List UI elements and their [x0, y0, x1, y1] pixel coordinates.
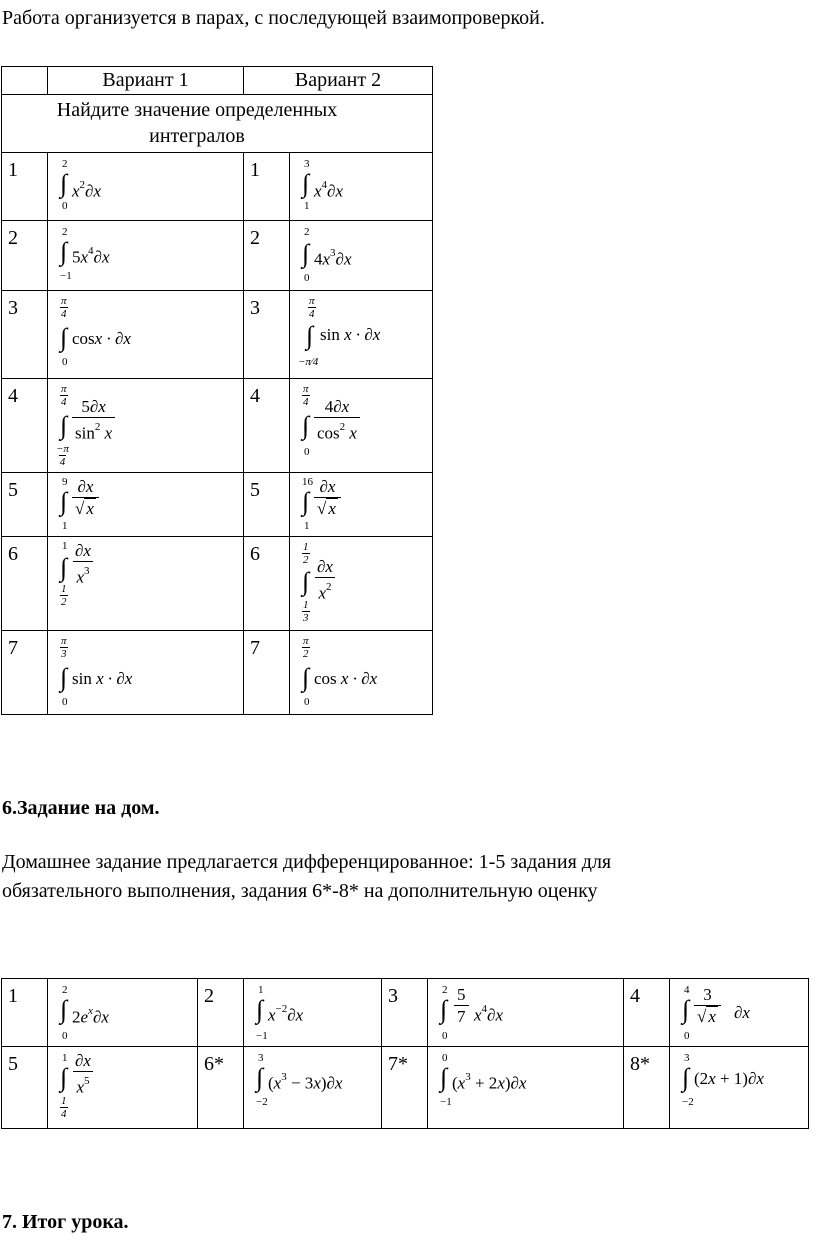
- upper-limit: 0: [442, 1052, 448, 1064]
- integral-cell: [48, 537, 244, 631]
- table-row: [2, 537, 433, 631]
- row-number: 5: [244, 473, 290, 537]
- upper-limit: 2: [442, 984, 448, 996]
- integral-cell: [670, 979, 809, 1047]
- row-number: 4: [2, 379, 48, 473]
- integrand: $2e^x\partial x$: [72, 1005, 109, 1027]
- row-number: 7: [2, 631, 48, 715]
- lower-limit: 0: [304, 272, 310, 284]
- lower-limit: 1: [62, 520, 68, 532]
- integral-cell: [670, 1047, 809, 1129]
- integral-cell: [244, 1047, 382, 1129]
- integrand: $(x^3 + 2x)\partial x$: [452, 1071, 527, 1093]
- integral-cell: [290, 379, 433, 473]
- row-number: 5: [2, 473, 48, 537]
- integrand: cosx · ∂x: [72, 329, 131, 348]
- lower-limit: −2: [682, 1096, 694, 1108]
- integral-sign-icon: ∫: [60, 411, 68, 440]
- integrand: $x^4\partial x$: [314, 179, 343, 201]
- upper-limit: 3: [304, 158, 310, 170]
- integrand: sin x · ∂x: [72, 669, 133, 688]
- task-header: [2, 95, 433, 153]
- lower-limit: −1: [440, 1096, 452, 1108]
- integral-cell: [428, 979, 624, 1047]
- integral-sign-icon: ∫: [60, 323, 68, 352]
- integral-sign-icon: ∫: [302, 487, 310, 516]
- upper-limit: π 2: [302, 635, 309, 660]
- header-variant1: Вариант 1: [48, 67, 244, 95]
- upper-limit: 1: [62, 540, 68, 552]
- integral-sign-icon: ∫: [60, 553, 68, 582]
- integral-cell: [244, 979, 382, 1047]
- table-row: [2, 291, 433, 379]
- integral-cell: [48, 1047, 198, 1129]
- integrand: cos x · ∂x: [314, 669, 378, 688]
- row-number: 1: [244, 153, 290, 221]
- integrand-fraction: $\frac{5\partial x}{\sin^2 x}$: [72, 397, 115, 445]
- integral-cell: [290, 221, 433, 291]
- coefficient-fraction: $\frac{5}{7}$: [454, 985, 469, 1028]
- task-line1: Найдите значение определенных: [56, 99, 338, 121]
- upper-limit: 3: [258, 1052, 264, 1064]
- integrand: $(x^3 - 3x)\partial x$: [268, 1071, 343, 1093]
- integral-sign-icon: ∫: [302, 567, 310, 596]
- integral-sign-icon: ∫: [682, 1063, 690, 1092]
- row-number: 6: [244, 537, 290, 631]
- lower-limit: 0: [684, 1030, 690, 1042]
- upper-limit: π 4: [308, 295, 315, 320]
- lower-limit: 1: [304, 200, 310, 212]
- integrand: $x^4\partial x$: [474, 1003, 503, 1025]
- integral-cell: [48, 631, 244, 715]
- table-row: [2, 979, 809, 1047]
- lower-limit: 0: [304, 446, 310, 458]
- task-line2: интегралов: [149, 125, 245, 147]
- upper-limit: 1: [258, 984, 264, 996]
- row-number: 3: [2, 291, 48, 379]
- lower-limit: 1 4: [61, 1095, 67, 1120]
- homework-line2: обязательного выполнения, задания 6*-8* на дополнительную оценку: [2, 880, 598, 902]
- integrand-fraction: $\frac{\partial x}{√ x}$: [72, 477, 99, 520]
- integrand: sin x · ∂x: [320, 325, 381, 344]
- integral-sign-icon: ∫: [440, 995, 448, 1024]
- integral-sign-icon: ∫: [306, 321, 314, 350]
- integral-cell: [290, 153, 433, 221]
- lower-limit: 1: [304, 520, 310, 532]
- table-row: [2, 153, 433, 221]
- table-row: [2, 379, 433, 473]
- table-row: [2, 221, 433, 291]
- upper-limit: π 4: [302, 383, 309, 408]
- section7-title: 7. Итог урока.: [2, 1211, 129, 1233]
- integral-cell: [48, 153, 244, 221]
- row-number: 7: [244, 631, 290, 715]
- row-number: 4: [244, 379, 290, 473]
- task-number: 2: [198, 979, 244, 1047]
- table-row: [2, 631, 433, 715]
- integral-cell: [48, 379, 244, 473]
- integral-cell: [290, 631, 433, 715]
- integrand: $4x^3\partial x$: [314, 247, 352, 269]
- integral-sign-icon: ∫: [60, 1063, 68, 1092]
- section6-title: 6.Задание на дом.: [2, 797, 160, 819]
- upper-limit: 4: [684, 984, 690, 996]
- integral-sign-icon: ∫: [60, 169, 68, 198]
- integrand-fraction: $\frac{4\partial x}{\cos^2 x}$: [314, 397, 360, 445]
- upper-limit: 2: [62, 984, 68, 996]
- header-variant2: Вариант 2: [244, 67, 433, 95]
- task-number: 7*: [382, 1047, 428, 1129]
- integrand: $5x^4\partial x$: [72, 245, 110, 267]
- upper-limit: 1: [62, 1052, 68, 1064]
- integrand: (2x + 1)∂x: [694, 1069, 764, 1088]
- upper-limit: 3: [684, 1052, 690, 1064]
- homework-table: [1, 978, 809, 1129]
- row-number: 6: [2, 537, 48, 631]
- lower-limit: −π 4: [56, 443, 69, 468]
- integral-sign-icon: ∫: [256, 1063, 264, 1092]
- task-number: 5: [2, 1047, 48, 1129]
- task-number: 6*: [198, 1047, 244, 1129]
- integral-sign-icon: ∫: [60, 995, 68, 1024]
- integrand: ∂x: [734, 1003, 750, 1022]
- integral-cell: [48, 473, 244, 537]
- lower-limit: 0: [304, 696, 310, 708]
- integral-cell: [48, 979, 198, 1047]
- row-number: 3: [244, 291, 290, 379]
- task-number: 4: [624, 979, 670, 1047]
- integral-sign-icon: ∫: [302, 169, 310, 198]
- upper-limit: 16: [302, 476, 313, 488]
- integral-cell: [48, 291, 244, 379]
- lower-limit: 1 2: [61, 583, 67, 608]
- lower-limit: −1: [256, 1030, 268, 1042]
- lower-limit: −π⁄4: [298, 356, 319, 368]
- integrand: $x^{-2}\partial x$: [268, 1003, 304, 1025]
- upper-limit: π 4: [60, 383, 67, 408]
- task-number: 8*: [624, 1047, 670, 1129]
- integral-sign-icon: ∫: [302, 239, 310, 268]
- row-number: 1: [2, 153, 48, 221]
- upper-limit: 9: [62, 476, 68, 488]
- header-empty-cell: [2, 67, 48, 95]
- upper-limit: 2: [62, 158, 68, 170]
- upper-limit: 2: [304, 226, 310, 238]
- integrand-fraction: $\frac{3}{√ x}$: [694, 985, 721, 1028]
- lower-limit: −2: [256, 1096, 268, 1108]
- integral-sign-icon: ∫: [60, 487, 68, 516]
- row-number: 2: [2, 221, 48, 291]
- upper-limit: 2: [62, 226, 68, 238]
- integrand-fraction: $\frac{\partial x}{x^3}$: [75, 541, 91, 587]
- integral-sign-icon: ∫: [60, 663, 68, 692]
- task-number: 1: [2, 979, 48, 1047]
- integrand-fraction: $\frac{\partial x}{x^2}$: [317, 557, 333, 603]
- integrand: $x^2\partial x$: [72, 179, 101, 201]
- lower-limit: 0: [62, 356, 68, 368]
- lower-limit: 1 3: [303, 599, 309, 624]
- integral-sign-icon: ∫: [302, 663, 310, 692]
- lower-limit: −1: [60, 270, 72, 282]
- integrand-fraction: $\frac{\partial x}{√ x}$: [314, 477, 341, 520]
- table-row: [2, 1047, 809, 1129]
- intro-text: Работа организуется в парах, с последующей взаимопроверкой.: [2, 7, 545, 29]
- integral-cell: [290, 291, 433, 379]
- lower-limit: 0: [62, 696, 68, 708]
- homework-line1: Домашнее задание предлагается дифференцированное: 1-5 задания для: [2, 851, 612, 873]
- integral-sign-icon: ∫: [256, 995, 264, 1024]
- task-number: 3: [382, 979, 428, 1047]
- integrand-fraction: $\frac{\partial x}{x^5}$: [75, 1051, 91, 1097]
- integral-cell: [428, 1047, 624, 1129]
- integral-sign-icon: ∫: [682, 995, 690, 1024]
- integrals-table: [1, 66, 433, 715]
- integral-sign-icon: ∫: [440, 1063, 448, 1092]
- integral-cell: [48, 221, 244, 291]
- upper-limit: π 3: [60, 635, 67, 660]
- lower-limit: 0: [442, 1030, 448, 1042]
- table-row: [2, 473, 433, 537]
- integral-sign-icon: ∫: [60, 237, 68, 266]
- lower-limit: 0: [62, 200, 68, 212]
- upper-limit: 1 2: [303, 541, 309, 566]
- row-number: 2: [244, 221, 290, 291]
- integral-cell: [290, 537, 433, 631]
- integral-cell: [290, 473, 433, 537]
- integral-sign-icon: ∫: [302, 411, 310, 440]
- upper-limit: π 4: [60, 295, 67, 320]
- lower-limit: 0: [62, 1030, 68, 1042]
